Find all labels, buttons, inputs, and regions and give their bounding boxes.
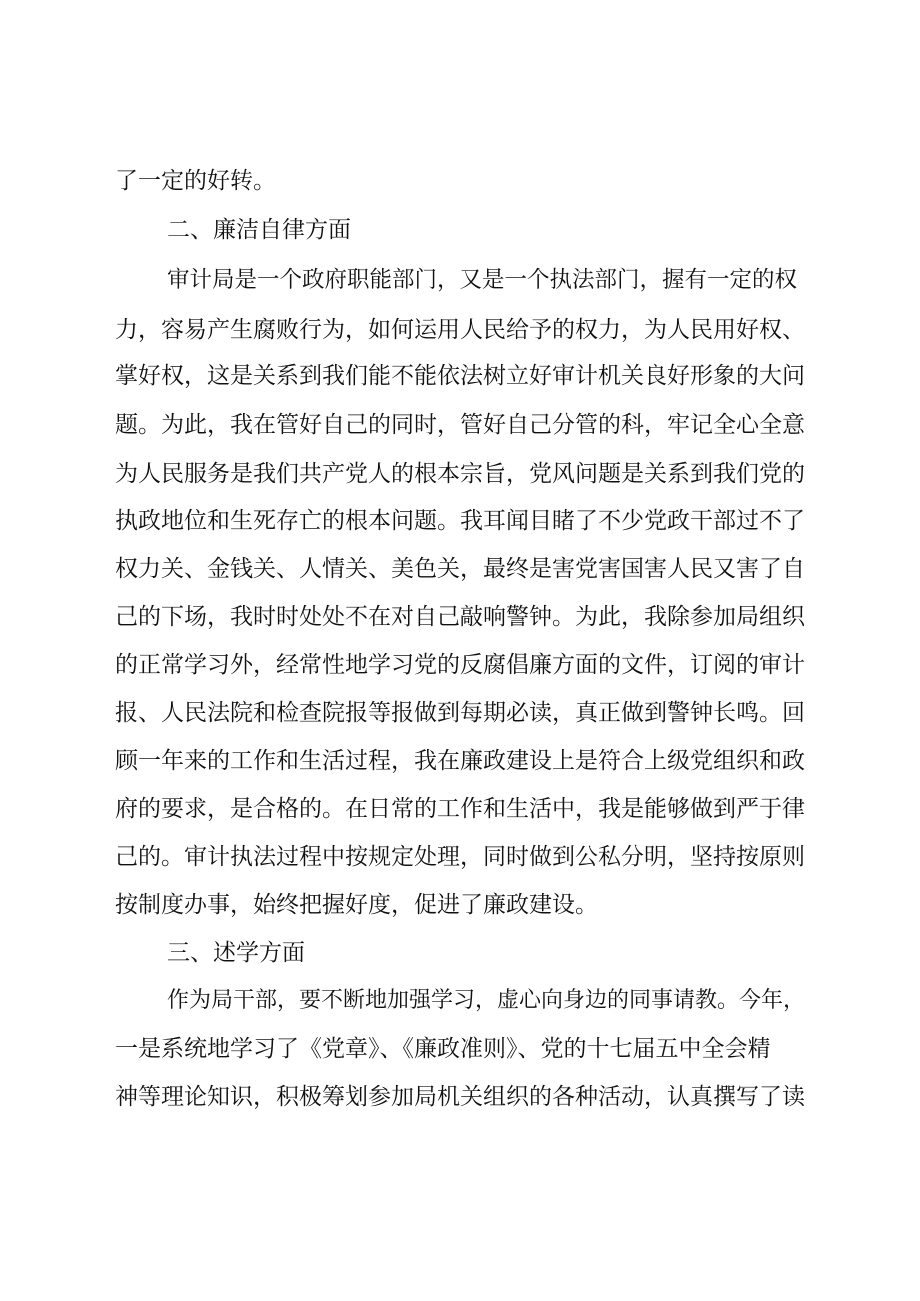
text-line: 掌好权，这是关系到我们能不能依法树立好审计机关良好形象的大问 bbox=[115, 363, 805, 389]
text-line: 审计局是一个政府职能部门，又是一个执法部门，握有一定的权 bbox=[167, 267, 798, 293]
text-line: 顾一年来的工作和生活过程，我在廉政建设上是符合上级党组织和政 bbox=[115, 748, 805, 774]
text-line: 的正常学习外，经常性地学习党的反腐倡廉方面的文件，订阅的审计 bbox=[115, 652, 805, 678]
text-line: 执政地位和生死存亡的根本问题。我耳闻目睹了不少党政干部过不了 bbox=[115, 508, 805, 534]
text-line: 题。为此，我在管好自己的同时，管好自己分管的科，牢记全心全意 bbox=[115, 412, 805, 438]
section-heading: 三、述学方面 bbox=[167, 940, 305, 966]
text-line: 作为局干部，要不断地加强学习，虚心向身边的同事请教。今年， bbox=[167, 988, 806, 1013]
text-line: 一是系统地学习了《党章》、《廉政准则》、党的十七届五中全会精 bbox=[115, 1036, 771, 1062]
section-heading: 二、廉洁自律方面 bbox=[167, 217, 351, 243]
text-line: 为人民服务是我们共产党人的根本宗旨，党风问题是关系到我们党的 bbox=[115, 461, 805, 487]
text-line: 己的下场，我时时处处不在对自己敲响警钟。为此，我除参加局组织 bbox=[115, 604, 805, 630]
text-line: 神等理论知识，积极筹划参加局机关组织的各种活动，认真撰写了读 bbox=[115, 1084, 805, 1110]
text-line: 己的。审计执法过程中按规定处理，同时做到公私分明，坚持按原则 bbox=[115, 844, 805, 870]
text-line: 府的要求，是合格的。在日常的工作和生活中，我是能够做到严于律 bbox=[115, 796, 805, 822]
text-line: 力，容易产生腐败行为，如何运用人民给予的权力，为人民用好权、 bbox=[115, 317, 805, 343]
text-line: 了一定的好转。 bbox=[115, 168, 276, 194]
text-line: 权力关、金钱关、人情关、美色关，最终是害党害国害人民又害了自 bbox=[115, 556, 805, 582]
text-line: 报、人民法院和检查院报等报做到每期必读，真正做到警钟长鸣。回 bbox=[115, 700, 805, 726]
text-line: 按制度办事，始终把握好度，促进了廉政建设。 bbox=[115, 892, 598, 918]
